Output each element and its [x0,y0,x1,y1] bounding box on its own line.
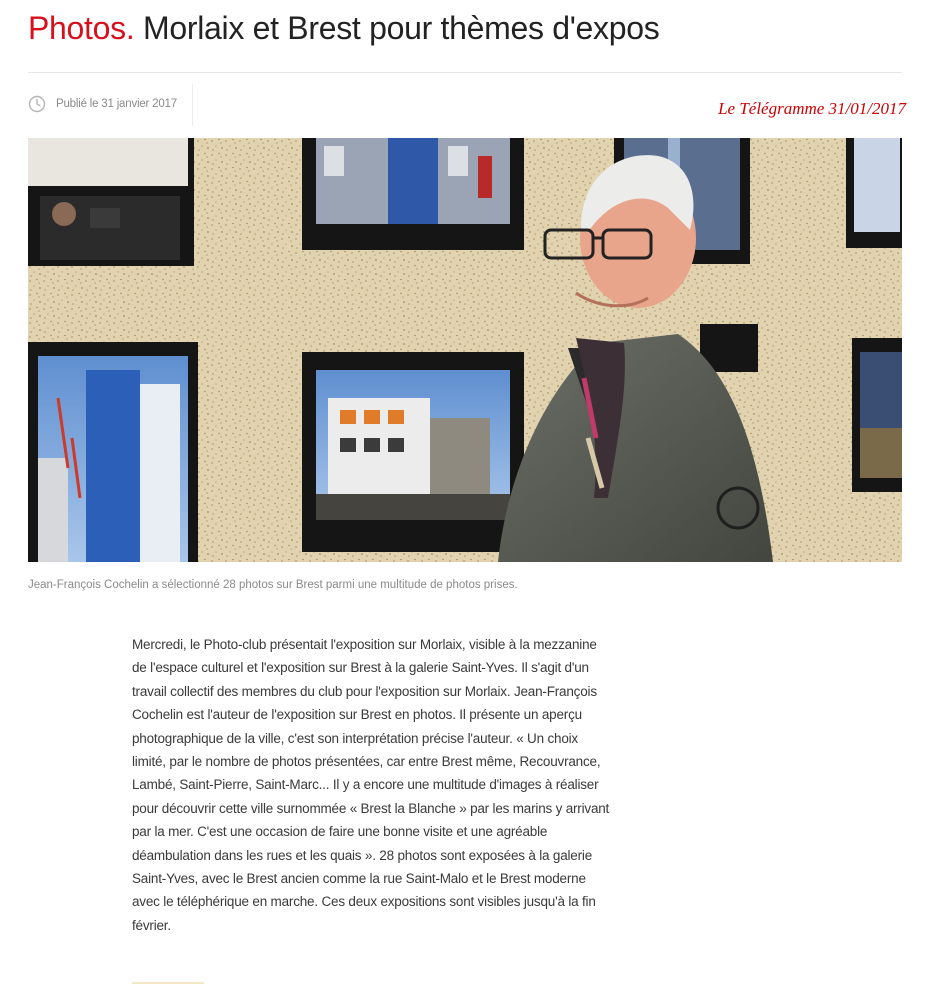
title-kicker: Photos. [28,10,135,46]
article-end-bar [132,982,204,984]
article-photo [28,138,902,562]
meta-separator [192,84,193,126]
header-divider [28,72,902,73]
article-body: Mercredi, le Photo-club présentait l'exposition sur Morlaix, visible à la mezzanine de l'espace culturel et l'exposition sur Brest à la galerie Saint-Yves. Il s'agit d'un travail collectif des membres du club pour l'exposition sur Morlaix. Jean-François Cochelin est l'auteur de l'exposition sur Brest en photos. Il présente un aperçu photographique de la ville, c'est son interprétation précise l'auteur. « Un choix limité, par le nombre de photos présentées, car entre Brest même, Recouvrance, Lambé, Saint-Pierre, Saint-Marc... Il y a encore une multitude d'images à réaliser pour découvrir cette ville surnommée « Brest la Blanche » par les marins y arrivant par la mer. C'est une occasion de faire une bonne visite et une agréable déambulation dans les rues et les quais ». 28 photos sont exposées à la galerie Saint-Yves, avec le Brest ancien comme la rue Saint-Malo et le Brest moderne avec le téléphérique en marche. Ces deux expositions sont visibles jusqu'à la fin février. [132,637,610,933]
article-title [28,10,659,47]
publish-meta [28,92,177,116]
photo-illustration [28,138,902,562]
photo-caption: Jean-François Cochelin a sélectionné 28 photos sur Brest parmi une multitude de photos prises. [28,579,518,591]
clock-icon [28,95,46,113]
publish-date: Publié le 31 janvier 2017 [56,98,177,110]
title-text: Morlaix et Brest pour thèmes d'expos [143,10,660,46]
source-label: Le Télégramme 31/01/2017 [718,99,906,118]
